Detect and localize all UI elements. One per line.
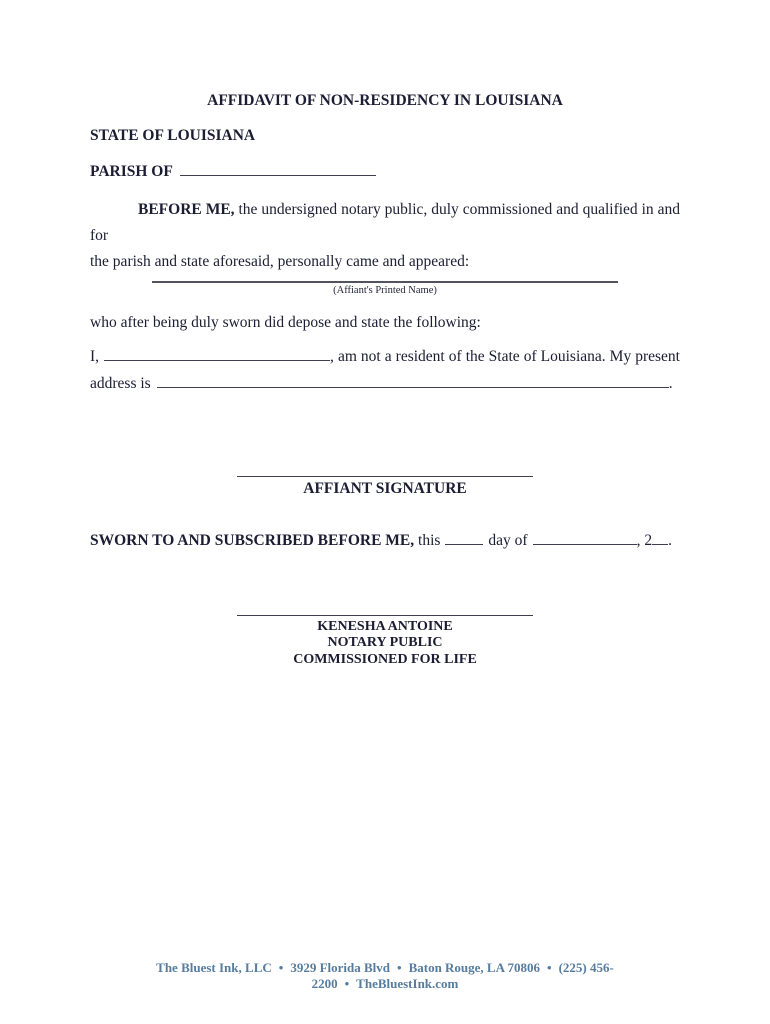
footer-bullet-icon: • [344,976,350,991]
day-field[interactable] [445,531,483,545]
affiant-name-inline-field[interactable] [104,347,330,361]
notary-name: KENESHA ANTOINE [317,619,453,634]
parish-line [90,162,680,181]
depose-line: who after being duly sworn did depose and state the following: [90,314,481,331]
sworn-day-of: day of [488,532,528,549]
notary-commission: COMMISSIONED FOR LIFE [293,651,477,667]
parish-label: PARISH OF [90,163,173,180]
before-me-lead: BEFORE ME, [138,201,235,218]
footer-phone: (225) 456-2200 [311,960,614,991]
sworn-period: . [668,532,672,549]
affiant-signature-field[interactable] [237,456,533,477]
statement-line2 [90,374,680,393]
statement-period: . [668,375,673,392]
footer-bullet-icon: • [547,960,552,975]
footer-bullet-icon: • [278,960,284,975]
footer-company: The Bluest Ink, LLC [156,960,272,975]
sworn-clause [90,531,680,550]
address-field[interactable] [157,374,669,388]
footer-city: Baton Rouge, LA 70806 [408,960,541,975]
before-me-line1-rest: the undersigned notary public, duly commissioned and qualified in and for [90,201,681,244]
sworn-lead: SWORN TO AND SUBSCRIBED BEFORE ME, [90,532,415,549]
footer-website: TheBluestInk.com [356,976,459,991]
footer [90,960,680,992]
statement-after-name: , am not a resident of the State of Louisiana. My present [330,348,680,365]
document-title: AFFIDAVIT OF NON-RESIDENCY IN LOUISIANA [207,92,563,109]
before-me-line1 [90,197,680,249]
statement-lead: I, [90,348,100,365]
notary-signature-field[interactable] [237,595,533,616]
month-field[interactable] [533,531,637,545]
address-label: address is [90,375,151,392]
footer-bullet-icon: • [397,960,402,975]
footer-street: 3929 Florida Blvd [290,960,390,975]
statement-line1 [90,347,680,366]
before-me-line2: the parish and state aforesaid, personally came and appeared: [90,253,470,270]
parish-field[interactable] [180,162,376,176]
sworn-comma-year: , 2 [636,532,653,549]
state-heading: STATE OF LOUISIANA [90,127,256,144]
year-field[interactable] [652,531,668,545]
notary-title: NOTARY PUBLIC [327,635,443,651]
notary-block [90,619,680,668]
affiant-name-field[interactable] [152,261,618,283]
sworn-this: this [418,532,441,549]
affiant-name-caption: (Affiant's Printed Name) [333,285,437,296]
affiant-signature-label: AFFIANT SIGNATURE [303,480,467,497]
